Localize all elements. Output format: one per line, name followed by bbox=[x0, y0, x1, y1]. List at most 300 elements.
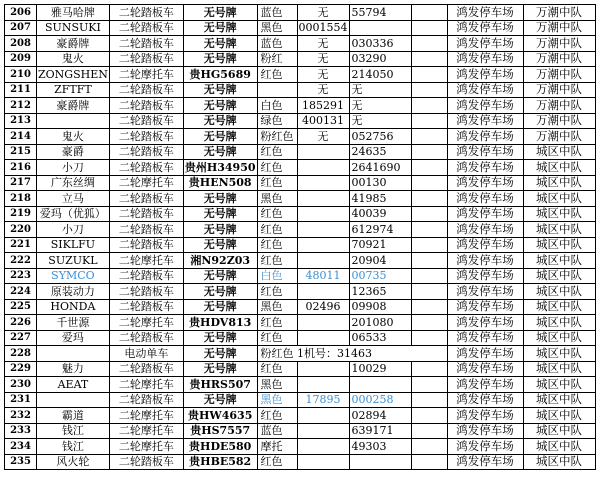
engine-number-cell: 06533 bbox=[349, 330, 411, 346]
squad-cell: 城区中队 bbox=[523, 346, 595, 362]
row-number: 223 bbox=[5, 268, 37, 284]
blank-cell bbox=[411, 377, 447, 393]
brand-cell: 广东丝绸 bbox=[37, 175, 110, 191]
row-number: 221 bbox=[5, 237, 37, 253]
row-number: 225 bbox=[5, 299, 37, 315]
color-cell: 红色 bbox=[257, 160, 297, 176]
vehicle-type-cell: 二轮摩托车 bbox=[109, 408, 183, 424]
brand-cell: 霸道 bbox=[37, 408, 110, 424]
plate-cell: 无号牌 bbox=[183, 36, 257, 52]
table-row bbox=[5, 20, 596, 36]
engine-number-cell: 49303 bbox=[349, 439, 411, 455]
engine-number-cell bbox=[349, 20, 411, 36]
brand-cell: 立马 bbox=[37, 191, 110, 207]
squad-cell: 城区中队 bbox=[523, 408, 595, 424]
squad-cell: 城区中队 bbox=[523, 222, 595, 238]
table-row bbox=[5, 36, 596, 52]
row-number: 207 bbox=[5, 20, 37, 36]
row-number: 231 bbox=[5, 392, 37, 408]
vehicle-table bbox=[4, 4, 596, 470]
row-number: 210 bbox=[5, 67, 37, 83]
brand-cell: 鬼火 bbox=[37, 51, 110, 67]
engine-number-cell: 10029 bbox=[349, 361, 411, 377]
color-cell: 黑色 bbox=[257, 191, 297, 207]
plate-cell: 贵HRS507 bbox=[183, 377, 257, 393]
table-row bbox=[5, 191, 596, 207]
blank-cell bbox=[411, 144, 447, 160]
blank-cell bbox=[411, 160, 447, 176]
engine-number-cell bbox=[349, 454, 411, 470]
plate-cell: 无号牌 bbox=[183, 5, 257, 21]
brand-cell bbox=[37, 392, 110, 408]
parking-lot-cell: 鸿发停车场 bbox=[447, 408, 523, 424]
table-row bbox=[5, 67, 596, 83]
squad-cell: 城区中队 bbox=[523, 284, 595, 300]
table-row bbox=[5, 175, 596, 191]
color-cell: 粉红 bbox=[257, 51, 297, 67]
color-cell: 黑色 bbox=[257, 20, 297, 36]
frame-number-cell bbox=[297, 206, 349, 222]
frame-number-cell bbox=[297, 439, 349, 455]
row-number: 217 bbox=[5, 175, 37, 191]
color-cell: 白色 bbox=[257, 268, 297, 284]
frame-number-cell: 17895 bbox=[297, 392, 349, 408]
frame-number-cell bbox=[297, 253, 349, 269]
brand-cell: AEAT bbox=[37, 377, 110, 393]
squad-cell: 城区中队 bbox=[523, 439, 595, 455]
blank-cell bbox=[411, 20, 447, 36]
parking-lot-cell: 鸿发停车场 bbox=[447, 206, 523, 222]
vehicle-type-cell: 电动单车 bbox=[109, 346, 183, 362]
blank-cell bbox=[411, 361, 447, 377]
squad-cell: 城区中队 bbox=[523, 268, 595, 284]
squad-cell: 城区中队 bbox=[523, 392, 595, 408]
plate-cell: 无号牌 bbox=[183, 144, 257, 160]
row-number: 212 bbox=[5, 98, 37, 114]
table-row bbox=[5, 408, 596, 424]
color-cell: 红色 bbox=[257, 454, 297, 470]
parking-lot-cell: 鸿发停车场 bbox=[447, 284, 523, 300]
frame-number-cell bbox=[297, 175, 349, 191]
parking-lot-cell: 鸿发停车场 bbox=[447, 299, 523, 315]
blank-cell bbox=[411, 284, 447, 300]
color-cell: 红色 bbox=[257, 408, 297, 424]
engine-number-cell: 09908 bbox=[349, 299, 411, 315]
parking-lot-cell: 鸿发停车场 bbox=[447, 330, 523, 346]
plate-cell: 无号牌 bbox=[183, 392, 257, 408]
plate-cell: 贵HDE580 bbox=[183, 439, 257, 455]
frame-number-cell: 无 bbox=[297, 51, 349, 67]
vehicle-type-cell: 二轮踏板车 bbox=[109, 113, 183, 129]
row-number: 209 bbox=[5, 51, 37, 67]
color-cell: 黑色 bbox=[257, 299, 297, 315]
brand-cell bbox=[37, 346, 110, 362]
parking-lot-cell: 鸿发停车场 bbox=[447, 253, 523, 269]
row-number: 235 bbox=[5, 454, 37, 470]
plate-cell: 无号牌 bbox=[183, 284, 257, 300]
table-row bbox=[5, 51, 596, 67]
squad-cell: 城区中队 bbox=[523, 454, 595, 470]
vehicle-type-cell: 二轮踏板车 bbox=[109, 36, 183, 52]
row-number: 233 bbox=[5, 423, 37, 439]
engine-number-cell: 20904 bbox=[349, 253, 411, 269]
engine-number-cell: 214050 bbox=[349, 67, 411, 83]
table-row bbox=[5, 222, 596, 238]
parking-lot-cell: 鸿发停车场 bbox=[447, 5, 523, 21]
color-cell: 红色 bbox=[257, 144, 297, 160]
squad-cell: 万潮中队 bbox=[523, 129, 595, 145]
brand-cell: SYMCO bbox=[37, 268, 110, 284]
brand-cell: ZONGSHEN bbox=[38, 67, 108, 81]
plate-cell: 无号牌 bbox=[183, 113, 257, 129]
brand-cell: 魅力 bbox=[37, 361, 110, 377]
brand-cell: 小刀 bbox=[37, 160, 110, 176]
color-cell: 红色 bbox=[257, 175, 297, 191]
color-cell: 红色 bbox=[257, 206, 297, 222]
table-row bbox=[5, 315, 596, 331]
blank-cell bbox=[411, 129, 447, 145]
frame-number-cell bbox=[297, 160, 349, 176]
table-row bbox=[5, 113, 596, 129]
brand-cell: SUNSUKI bbox=[37, 20, 110, 36]
blank-cell bbox=[411, 439, 447, 455]
squad-cell: 万潮中队 bbox=[523, 20, 595, 36]
brand-cell: 钱江 bbox=[37, 423, 110, 439]
plate-cell: 无号牌 bbox=[183, 82, 257, 98]
brand-cell: 豪爵牌 bbox=[37, 36, 110, 52]
vehicle-type-cell: 二轮踏板车 bbox=[109, 206, 183, 222]
squad-cell: 城区中队 bbox=[523, 206, 595, 222]
vehicle-type-cell: 二轮踏板车 bbox=[109, 82, 183, 98]
row-number: 206 bbox=[5, 5, 37, 21]
color-cell: 黑色 bbox=[257, 377, 297, 393]
table-row bbox=[5, 439, 596, 455]
plate-cell: 无号牌 bbox=[183, 20, 257, 36]
row-number: 222 bbox=[5, 253, 37, 269]
engine-number-cell: 12365 bbox=[349, 284, 411, 300]
squad-cell: 城区中队 bbox=[523, 175, 595, 191]
engine-number-cell: 639171 bbox=[349, 423, 411, 439]
blank-cell bbox=[411, 36, 447, 52]
vehicle-type-cell: 二轮踏板车 bbox=[109, 20, 183, 36]
engine-number-cell: 612974 bbox=[349, 222, 411, 238]
engine-number-cell: 70921 bbox=[349, 237, 411, 253]
parking-lot-cell: 鸿发停车场 bbox=[447, 191, 523, 207]
frame-number-cell bbox=[297, 237, 349, 253]
frame-number-cell bbox=[297, 361, 349, 377]
plate-cell: 贵HBE582 bbox=[183, 454, 257, 470]
blank-cell bbox=[411, 5, 447, 21]
plate-cell: 无号牌 bbox=[183, 51, 257, 67]
plate-cell: 无号牌 bbox=[183, 299, 257, 315]
color-cell: 黑色 bbox=[257, 392, 297, 408]
color-cell: 红色 bbox=[257, 67, 297, 83]
squad-cell: 万潮中队 bbox=[523, 36, 595, 52]
squad-cell: 城区中队 bbox=[523, 160, 595, 176]
vehicle-type-cell: 二轮踏板车 bbox=[109, 392, 183, 408]
plate-cell: 无号牌 bbox=[183, 206, 257, 222]
frame-number-cell: 0001554 bbox=[298, 21, 348, 35]
engine-number-cell: 无 bbox=[349, 113, 411, 129]
plate-cell: 贵HEN508 bbox=[183, 175, 257, 191]
vehicle-type-cell: 二轮摩托车 bbox=[109, 439, 183, 455]
squad-cell: 万潮中队 bbox=[523, 98, 595, 114]
blank-cell bbox=[411, 98, 447, 114]
squad-cell: 万潮中队 bbox=[523, 82, 595, 98]
table-row bbox=[5, 160, 596, 176]
parking-lot-cell: 鸿发停车场 bbox=[447, 98, 523, 114]
table-row bbox=[5, 129, 596, 145]
frame-number-cell: 48011 bbox=[297, 268, 349, 284]
frame-number-cell: 无 bbox=[297, 5, 349, 21]
brand-cell: HONDA bbox=[37, 299, 110, 315]
frame-number-cell bbox=[297, 454, 349, 470]
plate-cell: 无号牌 bbox=[183, 330, 257, 346]
engine-number-cell: 052756 bbox=[349, 129, 411, 145]
parking-lot-cell: 鸿发停车场 bbox=[447, 51, 523, 67]
engine-number-cell: 201080 bbox=[349, 315, 411, 331]
frame-number-cell bbox=[297, 191, 349, 207]
blank-cell bbox=[411, 454, 447, 470]
frame-number-cell: 无 bbox=[297, 82, 349, 98]
brand-cell: SIKLFU bbox=[37, 237, 110, 253]
color-cell: 蓝色 bbox=[257, 423, 297, 439]
parking-lot-cell: 鸿发停车场 bbox=[447, 20, 523, 36]
blank-cell bbox=[411, 51, 447, 67]
row-number: 228 bbox=[5, 346, 37, 362]
table-row bbox=[5, 284, 596, 300]
vehicle-type-cell: 二轮踏板车 bbox=[109, 129, 183, 145]
blank-cell bbox=[411, 206, 447, 222]
table-row bbox=[5, 454, 596, 470]
table-row bbox=[5, 423, 596, 439]
engine-number-cell: 无 bbox=[349, 82, 411, 98]
row-number: 214 bbox=[5, 129, 37, 145]
row-number: 224 bbox=[5, 284, 37, 300]
vehicle-type-cell: 二轮踏板车 bbox=[109, 160, 183, 176]
vehicle-type-cell: 二轮摩托车 bbox=[109, 315, 183, 331]
table-row bbox=[5, 346, 596, 362]
brand-cell: SUZUKL bbox=[37, 253, 110, 269]
plate-cell: 无号牌 bbox=[183, 237, 257, 253]
frame-number-cell bbox=[297, 408, 349, 424]
brand-cell: 风火轮 bbox=[37, 454, 110, 470]
plate-cell: 贵HG5689 bbox=[183, 67, 257, 83]
brand-cell: 千世源 bbox=[37, 315, 110, 331]
blank-cell bbox=[411, 315, 447, 331]
vehicle-type-cell: 二轮踏板车 bbox=[109, 299, 183, 315]
engine-number-cell: 030336 bbox=[349, 36, 411, 52]
brand-cell: 小刀 bbox=[37, 222, 110, 238]
vehicle-type-cell: 二轮踏板车 bbox=[109, 98, 183, 114]
squad-cell: 万潮中队 bbox=[523, 51, 595, 67]
row-number: 216 bbox=[5, 160, 37, 176]
table-row bbox=[5, 206, 596, 222]
blank-cell bbox=[411, 253, 447, 269]
plate-cell: 无号牌 bbox=[183, 361, 257, 377]
table-row bbox=[5, 268, 596, 284]
row-number: 232 bbox=[5, 408, 37, 424]
color-cell: 蓝色 bbox=[257, 5, 297, 21]
blank-cell bbox=[411, 175, 447, 191]
row-number: 226 bbox=[5, 315, 37, 331]
parking-lot-cell: 鸿发停车场 bbox=[447, 315, 523, 331]
engine-number-cell: 000258 bbox=[349, 392, 411, 408]
brand-cell: 豪爵牌 bbox=[37, 98, 110, 114]
parking-lot-cell: 鸿发停车场 bbox=[447, 222, 523, 238]
squad-cell: 城区中队 bbox=[523, 377, 595, 393]
engine-number-cell: 2641690 bbox=[349, 160, 411, 176]
frame-number-cell: 185291 bbox=[297, 98, 349, 114]
parking-lot-cell: 鸿发停车场 bbox=[447, 346, 523, 362]
squad-cell: 城区中队 bbox=[523, 299, 595, 315]
blank-cell bbox=[411, 330, 447, 346]
color-cell: 红色 bbox=[257, 284, 297, 300]
plate-cell: 无号牌 bbox=[183, 222, 257, 238]
engine-number-cell: 03290 bbox=[349, 51, 411, 67]
squad-cell: 万潮中队 bbox=[523, 113, 595, 129]
row-number: 229 bbox=[5, 361, 37, 377]
brand-cell: 爱玛（优狐） bbox=[37, 206, 110, 222]
brand-cell: 鬼火 bbox=[37, 129, 110, 145]
row-number: 219 bbox=[5, 206, 37, 222]
vehicle-type-cell: 二轮踏板车 bbox=[109, 144, 183, 160]
frame-number-cell: 400131 bbox=[297, 113, 349, 129]
color-cell: 红色 bbox=[257, 222, 297, 238]
blank-cell bbox=[411, 113, 447, 129]
brand-cell: 原装动力 bbox=[37, 284, 110, 300]
vehicle-type-cell: 二轮踏板车 bbox=[109, 51, 183, 67]
engine-number-cell: 00130 bbox=[349, 175, 411, 191]
blank-cell bbox=[411, 222, 447, 238]
parking-lot-cell: 鸿发停车场 bbox=[447, 129, 523, 145]
frame-number-cell: 无 bbox=[297, 36, 349, 52]
plate-cell: 贵州H34950 bbox=[184, 160, 256, 174]
vehicle-type-cell: 二轮摩托车 bbox=[109, 377, 183, 393]
vehicle-type-cell: 二轮踏板车 bbox=[109, 284, 183, 300]
brand-cell: ZFTFT bbox=[37, 82, 110, 98]
squad-cell: 城区中队 bbox=[523, 144, 595, 160]
parking-lot-cell: 鸿发停车场 bbox=[447, 67, 523, 83]
color-cell: 绿色 bbox=[257, 113, 297, 129]
squad-cell: 城区中队 bbox=[523, 361, 595, 377]
squad-cell: 万潮中队 bbox=[523, 5, 595, 21]
engine-number-cell: 无 bbox=[349, 98, 411, 114]
engine-number-cell: 24635 bbox=[349, 144, 411, 160]
table-row bbox=[5, 361, 596, 377]
squad-cell: 城区中队 bbox=[523, 423, 595, 439]
row-number: 218 bbox=[5, 191, 37, 207]
blank-cell bbox=[411, 299, 447, 315]
plate-cell: 湘N92Z03 bbox=[183, 253, 257, 269]
vehicle-type-cell: 二轮踏板车 bbox=[109, 330, 183, 346]
table-row bbox=[5, 392, 596, 408]
blank-cell bbox=[411, 423, 447, 439]
parking-lot-cell: 鸿发停车场 bbox=[447, 113, 523, 129]
row-number: 230 bbox=[5, 377, 37, 393]
parking-lot-cell: 鸿发停车场 bbox=[447, 423, 523, 439]
table-row bbox=[5, 330, 596, 346]
squad-cell: 城区中队 bbox=[523, 330, 595, 346]
engine-number-cell: 00735 bbox=[349, 268, 411, 284]
plate-cell: 贵HDV813 bbox=[183, 315, 257, 331]
frame-number-cell bbox=[297, 315, 349, 331]
color-cell: 粉红色 1机号：31463 bbox=[257, 346, 447, 362]
blank-cell bbox=[411, 82, 447, 98]
row-number: 211 bbox=[5, 82, 37, 98]
engine-number-cell: 41985 bbox=[349, 191, 411, 207]
engine-number-cell: 55794 bbox=[349, 5, 411, 21]
parking-lot-cell: 鸿发停车场 bbox=[447, 237, 523, 253]
color-cell: 粉红色 bbox=[257, 129, 297, 145]
table-row bbox=[5, 5, 596, 21]
blank-cell bbox=[411, 392, 447, 408]
table-row bbox=[5, 299, 596, 315]
frame-number-cell bbox=[297, 144, 349, 160]
table-row bbox=[5, 82, 596, 98]
color-cell: 红色 bbox=[257, 361, 297, 377]
vehicle-type-cell: 二轮踏板车 bbox=[109, 237, 183, 253]
color-cell: 摩托 bbox=[257, 439, 297, 455]
color-cell: 红色 bbox=[257, 237, 297, 253]
squad-cell: 城区中队 bbox=[523, 253, 595, 269]
squad-cell: 城区中队 bbox=[523, 191, 595, 207]
table-row bbox=[5, 237, 596, 253]
color-cell: 蓝色 bbox=[257, 36, 297, 52]
squad-cell: 万潮中队 bbox=[523, 67, 595, 83]
row-number: 227 bbox=[5, 330, 37, 346]
vehicle-type-cell: 二轮踏板车 bbox=[109, 268, 183, 284]
frame-number-cell: 无 bbox=[297, 129, 349, 145]
brand-cell: 豪爵 bbox=[37, 144, 110, 160]
parking-lot-cell: 鸿发停车场 bbox=[447, 144, 523, 160]
brand-cell bbox=[37, 113, 110, 129]
table-row bbox=[5, 253, 596, 269]
parking-lot-cell: 鸿发停车场 bbox=[447, 160, 523, 176]
frame-number-cell: 02496 bbox=[297, 299, 349, 315]
brand-cell: 钱江 bbox=[37, 439, 110, 455]
plate-cell: 无号牌 bbox=[183, 191, 257, 207]
table-row bbox=[5, 98, 596, 114]
parking-lot-cell: 鸿发停车场 bbox=[447, 361, 523, 377]
frame-number-cell bbox=[297, 330, 349, 346]
frame-number-cell bbox=[297, 284, 349, 300]
vehicle-type-cell: 二轮踏板车 bbox=[109, 5, 183, 21]
color-cell: 红色 bbox=[257, 253, 297, 269]
blank-cell bbox=[411, 237, 447, 253]
plate-cell: 无号牌 bbox=[183, 346, 257, 362]
row-number: 213 bbox=[5, 113, 37, 129]
parking-lot-cell: 鸿发停车场 bbox=[447, 175, 523, 191]
vehicle-type-cell: 二轮踏板车 bbox=[109, 454, 183, 470]
blank-cell bbox=[411, 191, 447, 207]
color-cell bbox=[257, 82, 297, 98]
color-cell: 红色 bbox=[257, 330, 297, 346]
vehicle-type-cell: 二轮摩托车 bbox=[109, 175, 183, 191]
parking-lot-cell: 鸿发停车场 bbox=[447, 377, 523, 393]
row-number: 215 bbox=[5, 144, 37, 160]
vehicle-type-cell: 二轮踏板车 bbox=[109, 361, 183, 377]
color-cell: 红色 bbox=[257, 315, 297, 331]
row-number: 234 bbox=[5, 439, 37, 455]
frame-number-cell bbox=[297, 423, 349, 439]
frame-number-cell bbox=[297, 377, 349, 393]
brand-cell: 爱玛 bbox=[37, 330, 110, 346]
frame-number-cell bbox=[297, 222, 349, 238]
blank-cell bbox=[411, 67, 447, 83]
vehicle-type-cell: 二轮摩托车 bbox=[109, 67, 183, 83]
row-number: 208 bbox=[5, 36, 37, 52]
